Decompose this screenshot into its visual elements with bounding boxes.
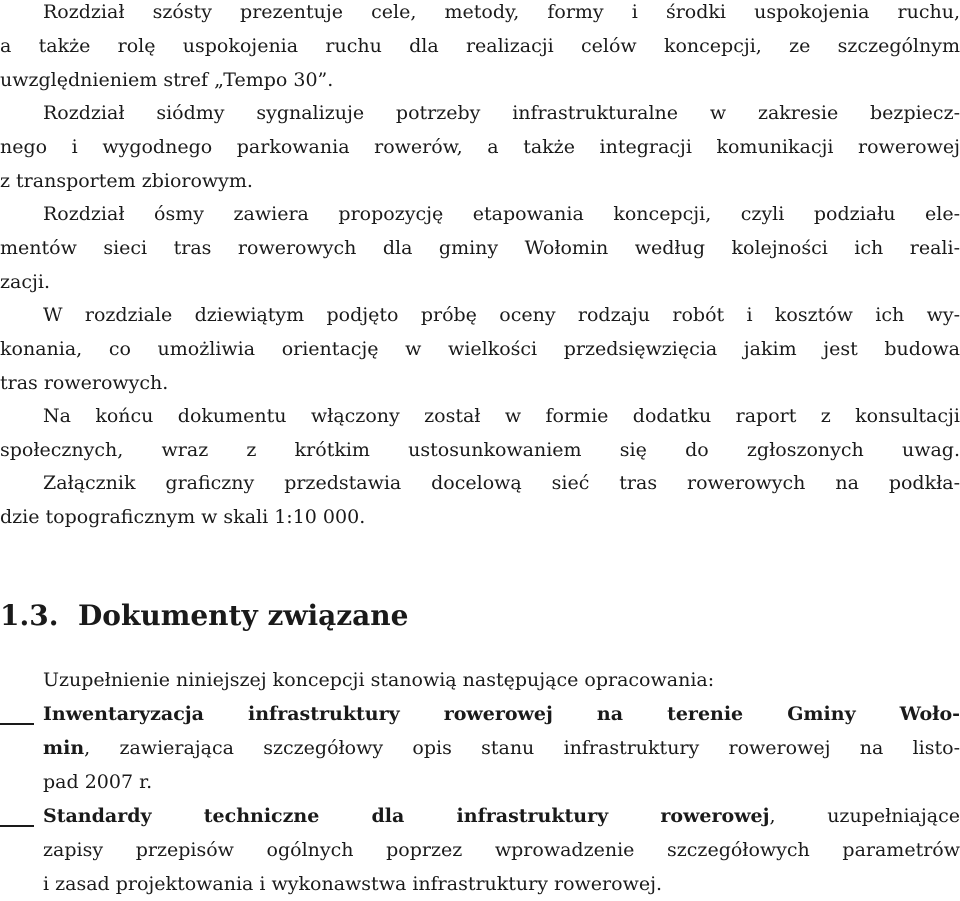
list-item-1-line (43, 731, 960, 765)
list-item-1-title-end: min (43, 737, 85, 759)
paragraph-line: Załącznik graficzny przedstawia docelową sieć tras rowerowych na podkła- (43, 472, 960, 494)
section-title: Dokumenty związane (78, 599, 409, 632)
paragraph-line: a także rolę uspokojenia ruchu dla realizacji celów koncepcji, ze szczególnym (0, 35, 960, 57)
paragraph-line: Rozdział siódmy sygnalizuje potrzeby infrastrukturalne w zakresie bezpiecz- (43, 102, 960, 124)
paragraph-line: konania, co umożliwia orientację w wielkości przedsięwzięcia jakim jest budowa (0, 338, 960, 360)
paragraph-line: z transportem zbiorowym. (0, 170, 253, 192)
paragraph-line: mentów sieci tras rowerowych dla gminy Wołomin według kolejności ich reali- (0, 237, 960, 259)
paragraph-line: społecznych, wraz z krótkim ustosunkowaniem się do zgłoszonych uwag. (0, 439, 960, 461)
paragraph-line: Rozdział szósty prezentuje cele, metody, formy i środki uspokojenia ruchu, (43, 1, 960, 23)
list-item-1-desc: , zawierająca szczegółowy opis stanu infrastruktury rowerowej na listo- (84, 737, 960, 759)
list-item-2-line: i zasad projektowania i wykonawstwa infrastruktury rowerowej. (43, 873, 663, 895)
paragraph-line: tras rowerowych. (0, 372, 169, 394)
list-dash-icon (0, 814, 34, 836)
list-item-2-title: Standardy techniczne dla infrastruktury rowerowej (43, 805, 770, 827)
paragraph-line: Na końcu dokumentu włączony został w formie dodatku raport z konsultacji (43, 405, 960, 427)
paragraph-line: dzie topograficznym w skali 1:10 000. (0, 506, 366, 528)
list-item-1-title: Inwentaryzacja infrastruktury rowerowej na terenie Gminy Woło- (43, 703, 960, 725)
list-item-2-line: zapisy przepisów ogólnych poprzez wprowadzenie szczegółowych parametrów (43, 839, 960, 861)
paragraph-line: zacji. (0, 271, 50, 293)
section-heading (0, 594, 408, 638)
paragraph-line: uwzględnieniem stref „Tempo 30”. (0, 69, 334, 91)
list-item-1-line: pad 2007 r. (43, 771, 153, 793)
list-item-2-desc: , uzupełniające (769, 805, 960, 827)
list-dash-icon (0, 712, 34, 734)
paragraph-line: Rozdział ósmy zawiera propozycję etapowania koncepcji, czyli podziału ele- (43, 203, 960, 225)
paragraph-line: W rozdziale dziewiątym podjęto próbę oceny rodzaju robót i kosztów ich wy- (43, 304, 960, 326)
section-number: 1.3. (0, 599, 59, 632)
paragraph-line: nego i wygodnego parkowania rowerów, a także integracji komunikacji rowerowej (0, 136, 960, 158)
list-item-2-line (43, 799, 960, 833)
intro-line: Uzupełnienie niniejszej koncepcji stanowią następujące opracowania: (43, 669, 715, 691)
